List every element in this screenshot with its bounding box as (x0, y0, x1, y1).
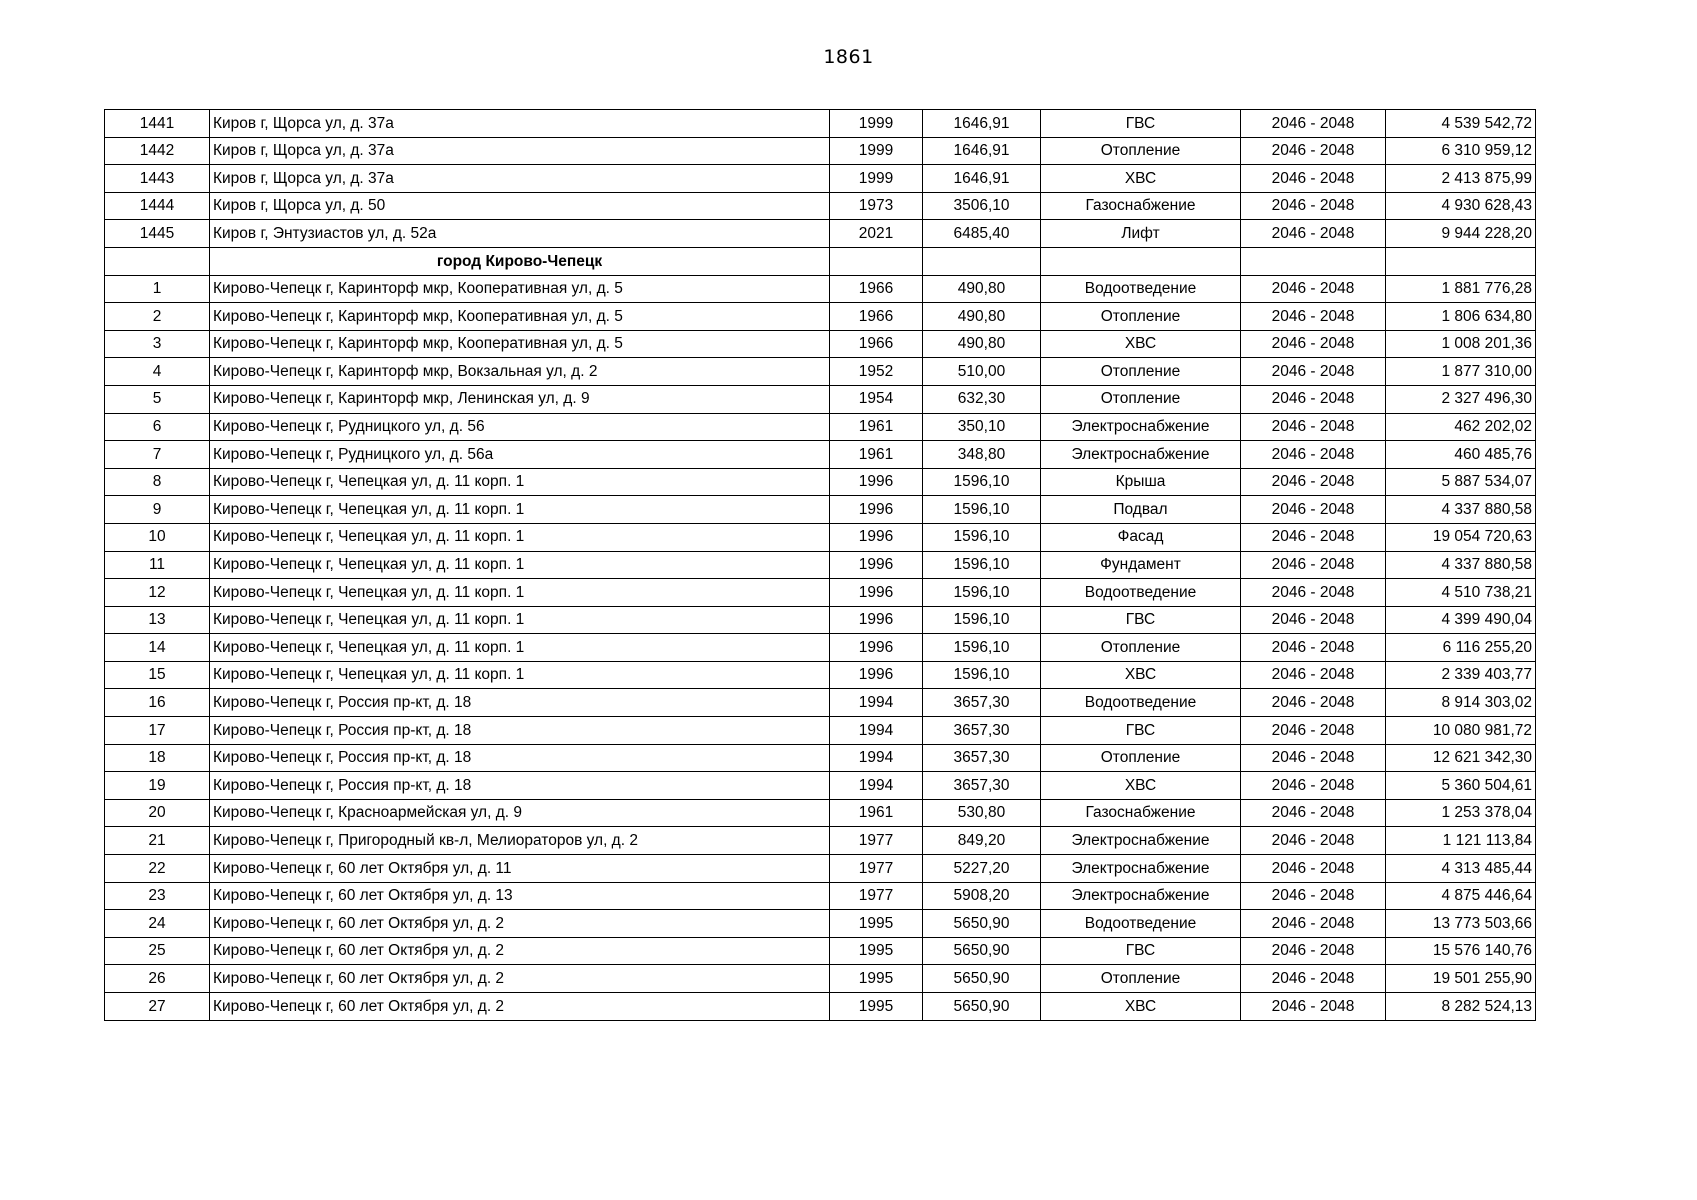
row-number-cell: 1443 (105, 165, 210, 193)
row-number-cell: 6 (105, 413, 210, 441)
cost-cell: 2 413 875,99 (1386, 165, 1536, 193)
cost-cell: 460 485,76 (1386, 441, 1536, 469)
period-cell: 2046 - 2048 (1241, 192, 1386, 220)
work-type-cell: Водоотведение (1041, 689, 1241, 717)
table-body (105, 110, 1536, 1021)
period-cell: 2046 - 2048 (1241, 220, 1386, 248)
period-cell: 2046 - 2048 (1241, 165, 1386, 193)
work-type-cell: ХВС (1041, 772, 1241, 800)
cost-cell: 4 875 446,64 (1386, 882, 1536, 910)
table-row (105, 937, 1536, 965)
build-year-cell (830, 247, 923, 275)
work-type-cell: Электроснабжение (1041, 413, 1241, 441)
table-row (105, 717, 1536, 745)
row-number-cell: 12 (105, 579, 210, 607)
row-number-cell: 1441 (105, 110, 210, 138)
table-row (105, 496, 1536, 524)
build-year-cell: 1996 (830, 523, 923, 551)
period-cell: 2046 - 2048 (1241, 993, 1386, 1021)
build-year-cell: 2021 (830, 220, 923, 248)
period-cell: 2046 - 2048 (1241, 275, 1386, 303)
section-header-row (105, 247, 1536, 275)
address-cell: Кирово-Чепецк г, 60 лет Октября ул, д. 2 (210, 937, 830, 965)
area-cell: 1646,91 (923, 110, 1041, 138)
build-year-cell: 1961 (830, 441, 923, 469)
address-cell: Кирово-Чепецк г, Чепецкая ул, д. 11 корп. 1 (210, 496, 830, 524)
row-number-cell: 27 (105, 993, 210, 1021)
cost-cell: 2 327 496,30 (1386, 385, 1536, 413)
build-year-cell: 1961 (830, 799, 923, 827)
address-cell: Кирово-Чепецк г, Пригородный кв-л, Мелиораторов ул, д. 2 (210, 827, 830, 855)
area-cell: 5650,90 (923, 937, 1041, 965)
address-cell: Кирово-Чепецк г, Россия пр-кт, д. 18 (210, 772, 830, 800)
cost-cell: 9 944 228,20 (1386, 220, 1536, 248)
period-cell (1241, 247, 1386, 275)
address-cell: Кирово-Чепецк г, Рудницкого ул, д. 56 (210, 413, 830, 441)
table-row (105, 413, 1536, 441)
build-year-cell: 1996 (830, 551, 923, 579)
cost-cell: 462 202,02 (1386, 413, 1536, 441)
build-year-cell: 1995 (830, 910, 923, 938)
area-cell: 1646,91 (923, 137, 1041, 165)
address-cell: Кирово-Чепецк г, 60 лет Октября ул, д. 2 (210, 910, 830, 938)
table-row (105, 882, 1536, 910)
table-row (105, 551, 1536, 579)
table-row (105, 579, 1536, 607)
address-cell: Кирово-Чепецк г, Каринторф мкр, Ленинская ул, д. 9 (210, 385, 830, 413)
period-cell: 2046 - 2048 (1241, 634, 1386, 662)
row-number-cell: 1442 (105, 137, 210, 165)
period-cell: 2046 - 2048 (1241, 303, 1386, 331)
table-row (105, 634, 1536, 662)
period-cell: 2046 - 2048 (1241, 579, 1386, 607)
work-type-cell: ГВС (1041, 717, 1241, 745)
period-cell: 2046 - 2048 (1241, 689, 1386, 717)
build-year-cell: 1996 (830, 661, 923, 689)
address-cell: Киров г, Щорса ул, д. 50 (210, 192, 830, 220)
cost-cell: 5 360 504,61 (1386, 772, 1536, 800)
table-row (105, 965, 1536, 993)
work-type-cell: Водоотведение (1041, 910, 1241, 938)
row-number-cell: 5 (105, 385, 210, 413)
period-cell: 2046 - 2048 (1241, 441, 1386, 469)
address-cell: Киров г, Щорса ул, д. 37а (210, 137, 830, 165)
address-cell: Кирово-Чепецк г, 60 лет Октября ул, д. 13 (210, 882, 830, 910)
area-cell: 1596,10 (923, 523, 1041, 551)
cost-cell: 6 116 255,20 (1386, 634, 1536, 662)
build-year-cell: 1954 (830, 385, 923, 413)
work-type-cell: Водоотведение (1041, 275, 1241, 303)
work-type-cell: Электроснабжение (1041, 441, 1241, 469)
build-year-cell: 1995 (830, 965, 923, 993)
build-year-cell: 1977 (830, 882, 923, 910)
area-cell: 490,80 (923, 303, 1041, 331)
area-cell: 5908,20 (923, 882, 1041, 910)
address-cell: Кирово-Чепецк г, Каринторф мкр, Вокзальная ул, д. 2 (210, 358, 830, 386)
cost-cell: 1 806 634,80 (1386, 303, 1536, 331)
table-row (105, 192, 1536, 220)
area-cell: 5650,90 (923, 965, 1041, 993)
build-year-cell: 1996 (830, 579, 923, 607)
work-type-cell: ХВС (1041, 330, 1241, 358)
row-number-cell: 7 (105, 441, 210, 469)
table-row (105, 799, 1536, 827)
row-number-cell: 11 (105, 551, 210, 579)
address-cell: Кирово-Чепецк г, Чепецкая ул, д. 11 корп. 1 (210, 606, 830, 634)
cost-cell: 6 310 959,12 (1386, 137, 1536, 165)
build-year-cell: 1999 (830, 137, 923, 165)
area-cell: 6485,40 (923, 220, 1041, 248)
work-type-cell (1041, 247, 1241, 275)
work-type-cell: Лифт (1041, 220, 1241, 248)
address-cell: Кирово-Чепецк г, Россия пр-кт, д. 18 (210, 689, 830, 717)
table-row (105, 744, 1536, 772)
table-row (105, 110, 1536, 138)
table-row (105, 827, 1536, 855)
build-year-cell: 1977 (830, 855, 923, 883)
build-year-cell: 1994 (830, 772, 923, 800)
address-cell: Киров г, Щорса ул, д. 37а (210, 165, 830, 193)
work-type-cell: Газоснабжение (1041, 192, 1241, 220)
address-cell: Кирово-Чепецк г, Каринторф мкр, Кооперативная ул, д. 5 (210, 330, 830, 358)
address-cell: Кирово-Чепецк г, Чепецкая ул, д. 11 корп. 1 (210, 579, 830, 607)
cost-cell: 1 121 113,84 (1386, 827, 1536, 855)
cost-cell: 19 054 720,63 (1386, 523, 1536, 551)
cost-cell: 12 621 342,30 (1386, 744, 1536, 772)
work-type-cell: ГВС (1041, 110, 1241, 138)
address-cell: Кирово-Чепецк г, Чепецкая ул, д. 11 корп. 1 (210, 523, 830, 551)
cost-cell: 8 914 303,02 (1386, 689, 1536, 717)
build-year-cell: 1966 (830, 303, 923, 331)
build-year-cell: 1994 (830, 689, 923, 717)
row-number-cell: 2 (105, 303, 210, 331)
period-cell: 2046 - 2048 (1241, 358, 1386, 386)
address-cell: Кирово-Чепецк г, Каринторф мкр, Кооперативная ул, д. 5 (210, 303, 830, 331)
build-year-cell: 1996 (830, 496, 923, 524)
table-row (105, 523, 1536, 551)
table-row (105, 606, 1536, 634)
area-cell: 1596,10 (923, 634, 1041, 662)
area-cell: 5227,20 (923, 855, 1041, 883)
area-cell: 1646,91 (923, 165, 1041, 193)
period-cell: 2046 - 2048 (1241, 744, 1386, 772)
period-cell: 2046 - 2048 (1241, 799, 1386, 827)
row-number-cell: 8 (105, 468, 210, 496)
build-year-cell: 1961 (830, 413, 923, 441)
work-type-cell: ГВС (1041, 606, 1241, 634)
page-number: 1861 (823, 46, 874, 68)
build-year-cell: 1995 (830, 937, 923, 965)
area-cell: 490,80 (923, 275, 1041, 303)
table-row (105, 993, 1536, 1021)
period-cell: 2046 - 2048 (1241, 330, 1386, 358)
cost-cell: 4 337 880,58 (1386, 496, 1536, 524)
table-row (105, 910, 1536, 938)
work-type-cell: Отопление (1041, 303, 1241, 331)
address-cell: Кирово-Чепецк г, Чепецкая ул, д. 11 корп. 1 (210, 634, 830, 662)
period-cell: 2046 - 2048 (1241, 551, 1386, 579)
table-row (105, 358, 1536, 386)
cost-cell: 4 539 542,72 (1386, 110, 1536, 138)
period-cell: 2046 - 2048 (1241, 855, 1386, 883)
cost-cell: 4 930 628,43 (1386, 192, 1536, 220)
address-cell: Киров г, Энтузиастов ул, д. 52а (210, 220, 830, 248)
row-number-cell: 24 (105, 910, 210, 938)
cost-cell: 19 501 255,90 (1386, 965, 1536, 993)
cost-cell: 15 576 140,76 (1386, 937, 1536, 965)
build-year-cell: 1999 (830, 110, 923, 138)
period-cell: 2046 - 2048 (1241, 385, 1386, 413)
period-cell: 2046 - 2048 (1241, 468, 1386, 496)
cost-cell: 4 337 880,58 (1386, 551, 1536, 579)
area-cell: 3657,30 (923, 717, 1041, 745)
work-type-cell: ГВС (1041, 937, 1241, 965)
table-row (105, 303, 1536, 331)
area-cell: 350,10 (923, 413, 1041, 441)
build-year-cell: 1996 (830, 468, 923, 496)
work-type-cell: Отопление (1041, 744, 1241, 772)
row-number-cell: 16 (105, 689, 210, 717)
cost-cell: 10 080 981,72 (1386, 717, 1536, 745)
table-row (105, 441, 1536, 469)
build-year-cell: 1996 (830, 634, 923, 662)
build-year-cell: 1994 (830, 717, 923, 745)
period-cell: 2046 - 2048 (1241, 661, 1386, 689)
build-year-cell: 1973 (830, 192, 923, 220)
area-cell: 1596,10 (923, 468, 1041, 496)
period-cell: 2046 - 2048 (1241, 910, 1386, 938)
period-cell: 2046 - 2048 (1241, 137, 1386, 165)
address-cell: Кирово-Чепецк г, Россия пр-кт, д. 18 (210, 744, 830, 772)
address-cell: Кирово-Чепецк г, 60 лет Октября ул, д. 2 (210, 993, 830, 1021)
table-row (105, 855, 1536, 883)
cost-cell: 1 881 776,28 (1386, 275, 1536, 303)
area-cell: 1596,10 (923, 551, 1041, 579)
work-type-cell: Отопление (1041, 385, 1241, 413)
area-cell: 1596,10 (923, 661, 1041, 689)
row-number-cell: 21 (105, 827, 210, 855)
row-number-cell: 3 (105, 330, 210, 358)
row-number-cell (105, 247, 210, 275)
area-cell: 1596,10 (923, 606, 1041, 634)
cost-cell: 4 399 490,04 (1386, 606, 1536, 634)
address-cell: Кирово-Чепецк г, Рудницкого ул, д. 56а (210, 441, 830, 469)
period-cell: 2046 - 2048 (1241, 413, 1386, 441)
work-type-cell: Отопление (1041, 137, 1241, 165)
work-type-cell: Отопление (1041, 358, 1241, 386)
table-row (105, 137, 1536, 165)
row-number-cell: 15 (105, 661, 210, 689)
row-number-cell: 18 (105, 744, 210, 772)
address-cell: Кирово-Чепецк г, Россия пр-кт, д. 18 (210, 717, 830, 745)
area-cell: 849,20 (923, 827, 1041, 855)
work-type-cell: Крыша (1041, 468, 1241, 496)
work-type-cell: ХВС (1041, 661, 1241, 689)
table-row (105, 772, 1536, 800)
work-type-cell: Газоснабжение (1041, 799, 1241, 827)
table-row (105, 165, 1536, 193)
area-cell: 490,80 (923, 330, 1041, 358)
area-cell: 1596,10 (923, 579, 1041, 607)
row-number-cell: 1444 (105, 192, 210, 220)
period-cell: 2046 - 2048 (1241, 523, 1386, 551)
work-type-cell: Водоотведение (1041, 579, 1241, 607)
build-year-cell: 1996 (830, 606, 923, 634)
build-year-cell: 1995 (830, 993, 923, 1021)
section-title-cell: город Кирово-Чепецк (210, 247, 830, 275)
table-row (105, 220, 1536, 248)
area-cell (923, 247, 1041, 275)
area-cell: 3657,30 (923, 772, 1041, 800)
table-row (105, 689, 1536, 717)
work-type-cell: Подвал (1041, 496, 1241, 524)
repair-schedule-table (104, 109, 1536, 1021)
work-type-cell: ХВС (1041, 165, 1241, 193)
build-year-cell: 1966 (830, 330, 923, 358)
area-cell: 5650,90 (923, 993, 1041, 1021)
area-cell: 3506,10 (923, 192, 1041, 220)
row-number-cell: 25 (105, 937, 210, 965)
build-year-cell: 1999 (830, 165, 923, 193)
period-cell: 2046 - 2048 (1241, 827, 1386, 855)
row-number-cell: 19 (105, 772, 210, 800)
period-cell: 2046 - 2048 (1241, 965, 1386, 993)
build-year-cell: 1994 (830, 744, 923, 772)
period-cell: 2046 - 2048 (1241, 772, 1386, 800)
cost-cell: 1 877 310,00 (1386, 358, 1536, 386)
work-type-cell: Фасад (1041, 523, 1241, 551)
row-number-cell: 13 (105, 606, 210, 634)
cost-cell: 8 282 524,13 (1386, 993, 1536, 1021)
row-number-cell: 10 (105, 523, 210, 551)
area-cell: 5650,90 (923, 910, 1041, 938)
table-row (105, 385, 1536, 413)
period-cell: 2046 - 2048 (1241, 606, 1386, 634)
work-type-cell: Электроснабжение (1041, 855, 1241, 883)
cost-cell: 5 887 534,07 (1386, 468, 1536, 496)
table-row (105, 275, 1536, 303)
area-cell: 3657,30 (923, 744, 1041, 772)
address-cell: Кирово-Чепецк г, Чепецкая ул, д. 11 корп. 1 (210, 661, 830, 689)
address-cell: Кирово-Чепецк г, 60 лет Октября ул, д. 11 (210, 855, 830, 883)
work-type-cell: Электроснабжение (1041, 882, 1241, 910)
cost-cell: 13 773 503,66 (1386, 910, 1536, 938)
area-cell: 530,80 (923, 799, 1041, 827)
row-number-cell: 22 (105, 855, 210, 883)
cost-cell: 1 253 378,04 (1386, 799, 1536, 827)
row-number-cell: 4 (105, 358, 210, 386)
area-cell: 1596,10 (923, 496, 1041, 524)
area-cell: 632,30 (923, 385, 1041, 413)
build-year-cell: 1977 (830, 827, 923, 855)
row-number-cell: 17 (105, 717, 210, 745)
build-year-cell: 1966 (830, 275, 923, 303)
row-number-cell: 9 (105, 496, 210, 524)
period-cell: 2046 - 2048 (1241, 496, 1386, 524)
address-cell: Кирово-Чепецк г, Чепецкая ул, д. 11 корп. 1 (210, 468, 830, 496)
work-type-cell: ХВС (1041, 993, 1241, 1021)
table-row (105, 330, 1536, 358)
address-cell: Кирово-Чепецк г, Каринторф мкр, Кооперативная ул, д. 5 (210, 275, 830, 303)
build-year-cell: 1952 (830, 358, 923, 386)
period-cell: 2046 - 2048 (1241, 110, 1386, 138)
work-type-cell: Фундамент (1041, 551, 1241, 579)
row-number-cell: 1445 (105, 220, 210, 248)
address-cell: Кирово-Чепецк г, Красноармейская ул, д. 9 (210, 799, 830, 827)
cost-cell: 4 510 738,21 (1386, 579, 1536, 607)
work-type-cell: Отопление (1041, 634, 1241, 662)
row-number-cell: 14 (105, 634, 210, 662)
area-cell: 510,00 (923, 358, 1041, 386)
address-cell: Кирово-Чепецк г, 60 лет Октября ул, д. 2 (210, 965, 830, 993)
row-number-cell: 23 (105, 882, 210, 910)
work-type-cell: Отопление (1041, 965, 1241, 993)
period-cell: 2046 - 2048 (1241, 882, 1386, 910)
address-cell: Киров г, Щорса ул, д. 37а (210, 110, 830, 138)
period-cell: 2046 - 2048 (1241, 937, 1386, 965)
cost-cell: 2 339 403,77 (1386, 661, 1536, 689)
area-cell: 3657,30 (923, 689, 1041, 717)
row-number-cell: 1 (105, 275, 210, 303)
table-row (105, 468, 1536, 496)
area-cell: 348,80 (923, 441, 1041, 469)
address-cell: Кирово-Чепецк г, Чепецкая ул, д. 11 корп. 1 (210, 551, 830, 579)
cost-cell (1386, 247, 1536, 275)
table-row (105, 661, 1536, 689)
cost-cell: 4 313 485,44 (1386, 855, 1536, 883)
work-type-cell: Электроснабжение (1041, 827, 1241, 855)
period-cell: 2046 - 2048 (1241, 717, 1386, 745)
cost-cell: 1 008 201,36 (1386, 330, 1536, 358)
row-number-cell: 20 (105, 799, 210, 827)
row-number-cell: 26 (105, 965, 210, 993)
